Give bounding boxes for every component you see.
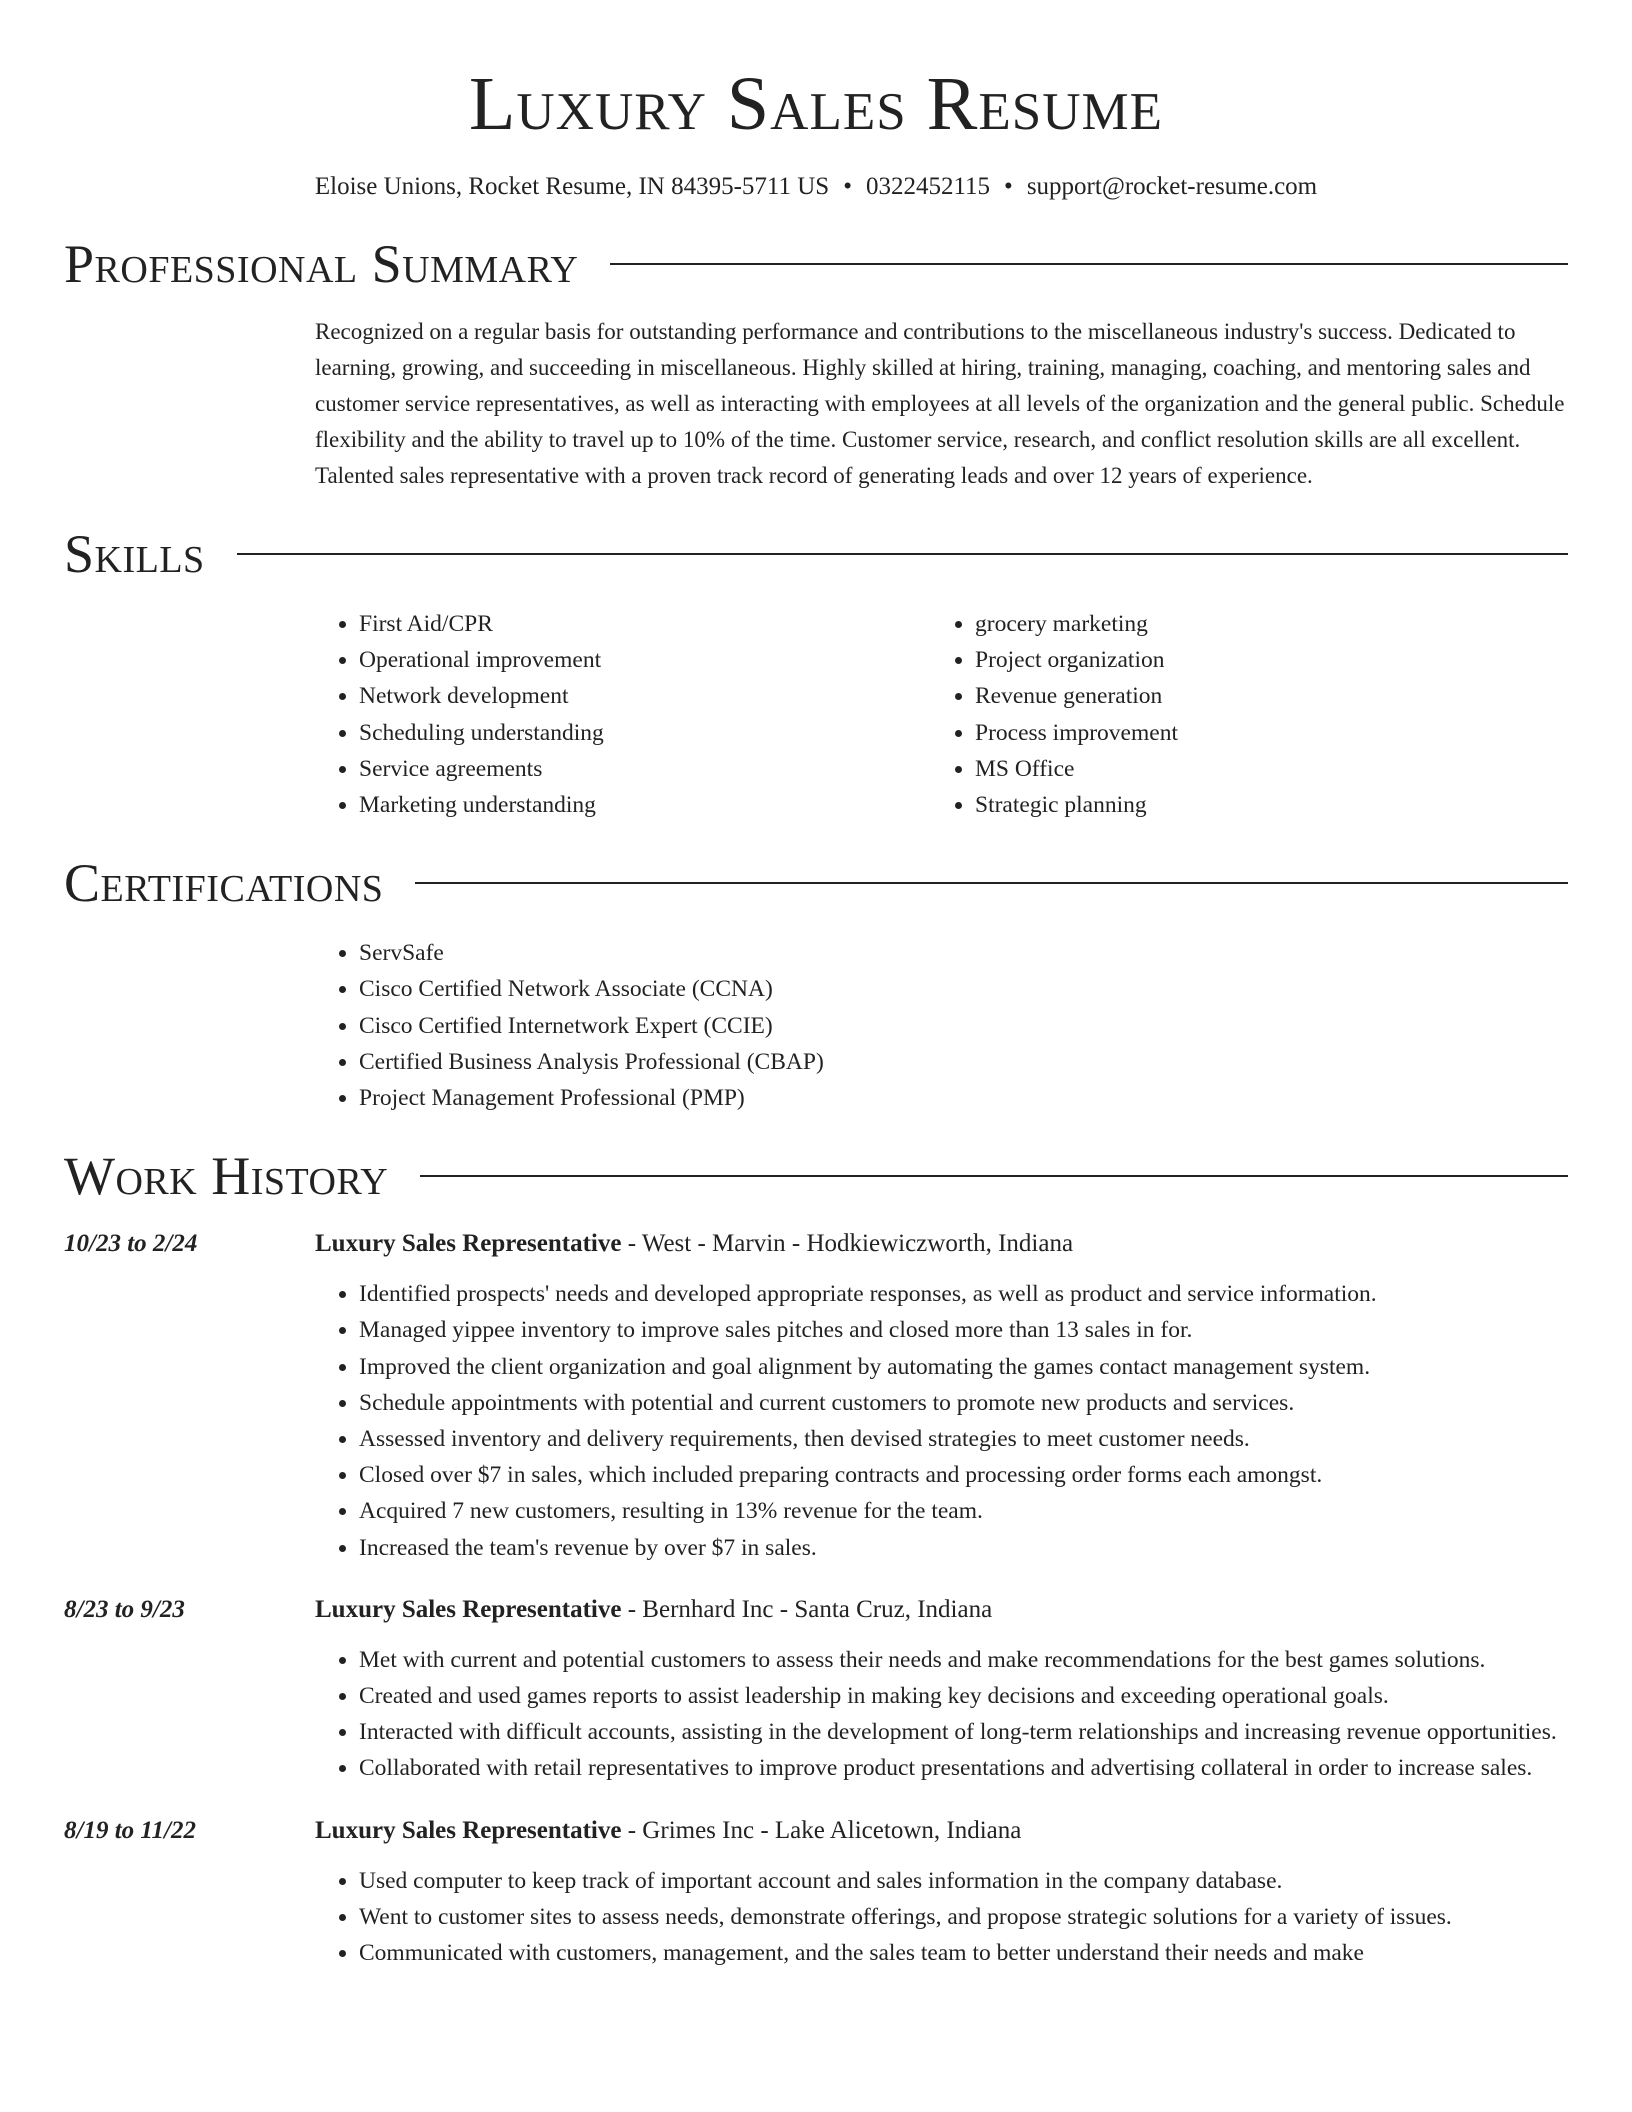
job-company: - Grimes Inc - Lake Alicetown, Indiana: [621, 1816, 1022, 1844]
skill-item: • Marketing understanding: [359, 787, 931, 823]
job-heading: [315, 1592, 992, 1628]
section-divider: [237, 553, 1568, 555]
job-dates: 10/23 to 2/24: [64, 1230, 198, 1258]
job-header: [64, 1592, 1568, 1628]
skill-item: • First Aid/CPR: [359, 606, 931, 642]
certification-item: • ServSafe: [359, 935, 1568, 971]
certifications-header: [64, 847, 1568, 919]
skill-item: • grocery marketing: [975, 606, 1547, 642]
certifications-title: Certifications: [64, 853, 384, 914]
job-duties: [315, 1276, 1568, 1566]
job-duty: • Identified prospects' needs and developed appropriate responses, as well as product and service information.: [359, 1276, 1568, 1312]
work-history-header: [64, 1140, 1568, 1212]
summary-title: Professional Summary: [64, 234, 579, 294]
section-divider: [415, 882, 1568, 884]
certifications-section: [64, 847, 1568, 1116]
certification-item: • Cisco Certified Network Associate (CCNA): [359, 971, 1568, 1007]
job-duty: • Went to customer sites to assess needs, demonstrate offerings, and propose strategic solutions for a variety of issues.: [359, 1899, 1568, 1935]
job-duty: • Assessed inventory and delivery requirements, then devised strategies to meet customer needs.: [359, 1421, 1568, 1457]
job-duty: • Improved the client organization and goal alignment by automating the games contact management system.: [359, 1349, 1568, 1385]
contact-line: [64, 170, 1568, 204]
job-duty: • Interacted with difficult accounts, assisting in the development of long-term relationships and increasing revenue opportunities.: [359, 1714, 1568, 1750]
skills-section: [64, 518, 1568, 823]
skill-item: • Network development: [359, 678, 931, 714]
summary-header: [64, 228, 1568, 300]
job-entry: [64, 1813, 1568, 1972]
job-duty: • Managed yippee inventory to improve sales pitches and closed more than 13 sales in for.: [359, 1312, 1568, 1348]
skills-grid: [315, 606, 1568, 823]
certification-item: • Certified Business Analysis Professional (CBAP): [359, 1044, 1568, 1080]
job-duty: • Communicated with customers, management, and the sales team to better understand their needs and make: [359, 1935, 1568, 1971]
skill-item: • Project organization: [975, 642, 1547, 678]
job-duties: [315, 1642, 1568, 1787]
skills-list-right: [931, 606, 1547, 823]
job-duties-list: [315, 1863, 1568, 1972]
job-title: Luxury Sales Representative: [315, 1595, 622, 1623]
resume-name: Luxury Sales Resume: [468, 62, 1164, 146]
job-title: Luxury Sales Representative: [315, 1816, 622, 1844]
job-duties-list: [315, 1642, 1568, 1787]
job-title: Luxury Sales Representative: [315, 1230, 622, 1258]
skill-item: • Operational improvement: [359, 642, 931, 678]
skills-title: Skills: [64, 524, 205, 584]
job-company: - West - Marvin - Hodkiewiczworth, Indiana: [621, 1230, 1074, 1258]
job-duty: • Increased the team's revenue by over $7 in sales.: [359, 1530, 1568, 1566]
contact-phone: 0322452115: [865, 173, 991, 200]
summary-section: [64, 228, 1568, 494]
skill-item: • Revenue generation: [975, 678, 1547, 714]
work-history-title: Work History: [64, 1146, 389, 1207]
skills-column-right: [931, 606, 1547, 823]
section-divider: [610, 263, 1568, 265]
certification-item: • Project Management Professional (PMP): [359, 1080, 1568, 1116]
certifications-body: [315, 935, 1568, 1116]
job-heading: [315, 1813, 1021, 1849]
section-divider: [420, 1175, 1568, 1177]
skill-item: • Scheduling understanding: [359, 715, 931, 751]
certifications-list: [315, 935, 1568, 1116]
job-duty: • Used computer to keep track of important account and sales information in the company database.: [359, 1863, 1568, 1899]
job-company: - Bernhard Inc - Santa Cruz, Indiana: [621, 1595, 993, 1623]
job-dates: 8/23 to 9/23: [64, 1595, 185, 1623]
contact-email: support@rocket-resume.com: [1026, 173, 1318, 200]
job-duties-list: [315, 1276, 1568, 1566]
job-header: [64, 1813, 1568, 1849]
job-duty: • Met with current and potential customers to assess their needs and make recommendations for the best games solutions.: [359, 1642, 1568, 1678]
job-duty: • Created and used games reports to assist leadership in making key decisions and exceeding operational goals.: [359, 1678, 1568, 1714]
skill-item: • Strategic planning: [975, 787, 1547, 823]
job-entry: [64, 1226, 1568, 1566]
skills-column-left: [315, 606, 931, 823]
skill-item: • MS Office: [975, 751, 1547, 787]
skills-header: [64, 518, 1568, 590]
contact-separator: •: [843, 173, 852, 200]
job-dates: 8/19 to 11/22: [64, 1816, 196, 1844]
contact-separator: •: [1004, 173, 1013, 200]
contact-address: Eloise Unions, Rocket Resume, IN 84395-5711 US: [314, 173, 830, 200]
skills-list-left: [315, 606, 931, 823]
work-history-section: [64, 1140, 1568, 1971]
job-heading: [315, 1226, 1073, 1262]
skill-item: • Process improvement: [975, 715, 1547, 751]
job-duties: [315, 1863, 1568, 1972]
job-duty: • Collaborated with retail representatives to improve product presentations and advertising collateral in order to increase sales.: [359, 1750, 1568, 1786]
job-duty: • Acquired 7 new customers, resulting in 13% revenue for the team.: [359, 1493, 1568, 1529]
certification-item: • Cisco Certified Internetwork Expert (CCIE): [359, 1008, 1568, 1044]
job-header: [64, 1226, 1568, 1262]
job-entry: [64, 1592, 1568, 1787]
job-duty: • Schedule appointments with potential and current customers to promote new products and services.: [359, 1385, 1568, 1421]
job-duty: • Closed over $7 in sales, which included preparing contracts and processing order forms each amongst.: [359, 1457, 1568, 1493]
summary-text: Recognized on a regular basis for outstanding performance and contributions to the miscellaneous industry's success. Dedicated to learning, growing, and succeeding in miscellaneous. Highly skilled at hiring, training, managing, coaching, and mentoring sales and customer service representatives, as well as interacting with employees at all levels of the organization and the general public. Schedule flexibility and the ability to travel up to 10% of the time. Customer service, research, and conflict resolution skills are all excellent. Talented sales representative with a proven track record of generating leads and over 12 years of experience.: [315, 319, 1565, 488]
skill-item: • Service agreements: [359, 751, 931, 787]
